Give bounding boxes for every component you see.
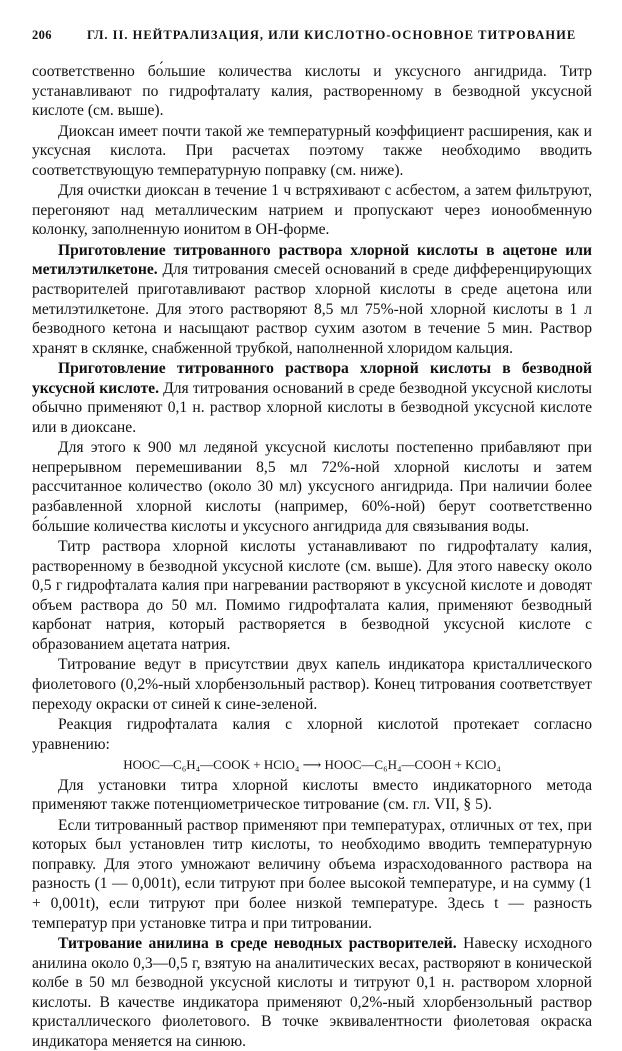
page-number: 206 [32, 28, 52, 42]
paragraph: Титрование анилина в среде неводных растворителей. Навеску исходного анилина около 0,3—0,5 г, взятую на аналитических весах, растворяют в конической колбе в 50 мл безводной уксусной кислоты и титруют 0,1 н. раствором хлорной кислоты. В качестве индикатора применяют 0,2%-ный хлорбензольный раствор кристаллического фиолетового. В точке эквивалентности фиолетовая окраска индикатора меняется на синюю. [32, 935, 592, 1050]
section-heading: Приготовление титрованного раствора хлорной кислоты в безводной уксусной кислоте. [32, 360, 592, 397]
paragraph: Приготовление титрованного раствора хлорной кислоты в ацетоне или метилэтилкетоне. Для титрования смесей оснований в среде дифференцирующих растворителей приготавливают раствор хлорной кислоты в среде ацетона или метилэтилкетоне. Для этого растворяют 8,5 мл 75%-ной хлорной кислоты в 1 л безводного кетона и насыщают раствор сухим азотом в течение 5 мин. Раствор хранят в склянке, снабженной трубкой, наполненной хлоридом кальция. [32, 241, 592, 357]
paragraph: Титрование ведут в присутствии двух капель индикатора кристаллического фиолетового (0,2%-ный хлорбензольный раствор). Конец титрования соответствует переходу окраски от синей к сине-зеленой. [32, 656, 592, 713]
paragraph: соответственно бо́льшие количества кислоты и уксусного ангидрида. Титр устанавливают по гидрофталату калия, растворенному в безводной уксусной кислоте (см. выше). [32, 63, 592, 120]
paragraph: Для этого к 900 мл ледяной уксусной кислоты постепенно прибавляют при непрерывном перемешивании 8,5 мл 72%-ной хлорной кислоты и затем рассчитанное количество (около 30 мл) уксусного ангидрида. При наличии более разбавленной хлорной кислоты (например, 60%-ной) берут соответственно бо́льшие количества кислоты и уксусного ангидрида для связывания воды. [32, 439, 592, 535]
paragraph: Приготовление титрованного раствора хлорной кислоты в безводной уксусной кислоте. Для титрования оснований в среде безводной уксусной кислоты обычно применяют 0,1 н. раствор хлорной кислоты в безводной уксусной кислоте или в диоксане. [32, 360, 592, 436]
reaction-equation: HOOC—C₆H₄—COOK + HClO₄ ⟶ HOOC—C₆H₄—COOH + KClO₄ [123, 757, 501, 773]
paragraph: Реакция гидрофталата калия с хлорной кислотой протекает согласно уравнению: [32, 716, 592, 753]
paragraph: Для очистки диоксан в течение 1 ч встряхивают с асбестом, а затем фильтруют, перегоняют над металлическим натрием и пропускают через ионообменную колонку, заполненную ионитом в ОН-форме. [32, 182, 592, 239]
body-text [32, 62, 592, 1051]
running-title: ГЛ. II. НЕЙТРАЛИЗАЦИЯ, ИЛИ КИСЛОТНО-ОСНОВНОЕ ТИТРОВАНИЕ [87, 28, 577, 42]
paragraph: Титр раствора хлорной кислоты устанавливают по гидрофталату калия, растворенному в безводной уксусной кислоте (см. выше). Для этого навеску около 0,5 г гидрофталата калия при нагревании растворяют в уксусной кислоте и доводят объем раствора до 50 мл. Помимо гидрофталата калия, применяют безводный карбонат натрия, который растворяется в безводной уксусной кислоте с образованием ацетата натрия. [32, 538, 592, 653]
paragraph: Диоксан имеет почти такой же температурный коэффициент расширения, как и уксусная кислота. При расчетах поэтому также необходимо вводить соответствующую температурную поправку (см. ниже). [32, 122, 592, 179]
section-heading: Приготовление титрованного раствора хлорной кислоты в ацетоне или метилэтилкетоне. [32, 241, 592, 279]
paragraph: Для установки титра хлорной кислоты вместо индикаторного метода применяют также потенциометрическое титрование (см. гл. VII, § 5). [32, 776, 592, 814]
paragraph: Если титрованный раствор применяют при температурах, отличных от тех, при которых был установлен титр кислоты, то необходимо вводить температурную поправку. Для этого умножают величину объема израсходованного раствора на разность (1 — 0,001t), если титруют при более высокой температуре, и на сумму (1 + 0,001t), если титруют при более низкой температуре. Здесь t — разность температур при установке титра и при титровании. [32, 816, 592, 932]
section-heading: Титрование анилина в среде неводных растворителей. [58, 935, 457, 953]
